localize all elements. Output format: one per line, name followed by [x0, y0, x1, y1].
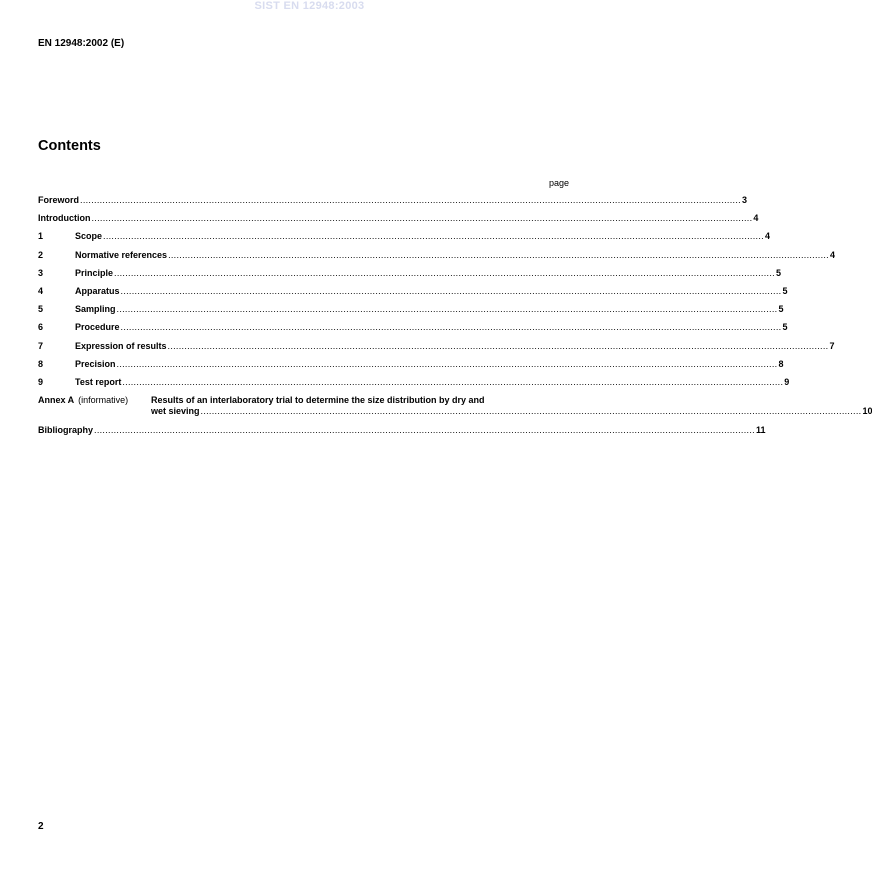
annex-label: Annex A	[38, 395, 75, 406]
toc-entry-annex-a[interactable]	[38, 395, 872, 419]
toc-entry-number: 9	[38, 376, 44, 387]
toc-entry-page: 3	[741, 195, 747, 205]
toc-leader	[168, 250, 829, 261]
toc-leader	[94, 425, 755, 436]
toc-entry-title: Principle	[75, 267, 114, 278]
contents-title: Contents	[38, 138, 101, 154]
toc-entry-foreword[interactable]	[38, 195, 747, 213]
toc-entry-expression-of-results[interactable]	[38, 340, 835, 359]
toc-entry-page: 9	[784, 376, 790, 387]
toc-entry-page: 5	[782, 322, 788, 333]
toc-entry-title: Introduction	[38, 213, 91, 224]
toc-entry-page: 5	[778, 304, 784, 315]
toc-entry-bibliography[interactable]	[38, 425, 766, 443]
toc-leader	[201, 406, 862, 417]
toc-entry-page: 8	[778, 358, 784, 369]
toc-entry-sampling[interactable]	[38, 304, 784, 322]
table-of-contents	[38, 195, 872, 443]
toc-entry-title: Scope	[75, 231, 103, 242]
toc-entry-page: 11	[755, 425, 766, 436]
toc-entry-page: 5	[775, 267, 781, 278]
toc-entry-number: 4	[38, 285, 44, 296]
toc-entry-number: 2	[38, 249, 44, 260]
toc-entry-page: 4	[764, 231, 770, 242]
toc-entry-number: 1	[38, 231, 44, 242]
toc-entry-page: 4	[829, 249, 835, 260]
toc-leader	[122, 377, 783, 388]
document-header: EN 12948:2002 (E)	[38, 38, 125, 49]
toc-leader	[114, 268, 775, 279]
toc-entry-page: 7	[829, 340, 835, 351]
annex-qualifier: (informative)	[78, 395, 129, 406]
toc-entry-test-report[interactable]	[38, 376, 790, 395]
toc-entry-page: 4	[753, 213, 759, 224]
toc-leader	[103, 231, 764, 242]
page-number: 2	[38, 821, 44, 832]
toc-entry-procedure[interactable]	[38, 322, 788, 340]
annex-title-line-2: wet sieving	[151, 406, 200, 417]
toc-entry-title: Normative references	[75, 249, 168, 260]
toc-entry-principle[interactable]	[38, 267, 781, 286]
toc-leader	[121, 286, 782, 297]
toc-entry-introduction[interactable]	[38, 213, 759, 231]
toc-entry-title: Procedure	[75, 322, 120, 333]
toc-entry-number: 5	[38, 304, 44, 315]
toc-entry-page: 5	[782, 285, 788, 296]
toc-leader	[168, 341, 829, 352]
toc-entry-number: 8	[38, 358, 44, 369]
toc-leader	[117, 359, 778, 370]
toc-entry-number: 6	[38, 322, 44, 333]
toc-entry-title: Foreword	[38, 195, 80, 205]
annex-title-line-2-row	[76, 406, 872, 417]
page-column-label: page	[548, 178, 569, 188]
toc-entry-number: 3	[38, 267, 44, 278]
toc-entry-number: 7	[38, 340, 44, 351]
toc-leader	[121, 322, 782, 333]
annex-title-block	[151, 395, 872, 419]
toc-entry-normative-references[interactable]	[38, 249, 835, 268]
toc-leader	[117, 304, 778, 315]
toc-entry-title: Expression of results	[75, 340, 167, 351]
watermark: SIST EN 12948:2003	[254, 0, 365, 12]
toc-entry-title: Sampling	[75, 304, 116, 315]
toc-entry-title: Test report	[75, 376, 122, 387]
toc-entry-page: 10	[862, 406, 872, 417]
toc-entry-title: Bibliography	[38, 425, 94, 436]
toc-entry-scope[interactable]	[38, 231, 770, 249]
annex-title-line-1: Results of an interlaboratory trial to determine the size distribution by dry and	[151, 395, 485, 406]
toc-leader	[92, 213, 753, 224]
toc-entry-precision[interactable]	[38, 358, 784, 377]
toc-entry-title: Precision	[75, 358, 116, 369]
toc-entry-title: Apparatus	[75, 285, 120, 296]
toc-leader	[80, 195, 741, 206]
toc-entry-apparatus[interactable]	[38, 285, 788, 304]
